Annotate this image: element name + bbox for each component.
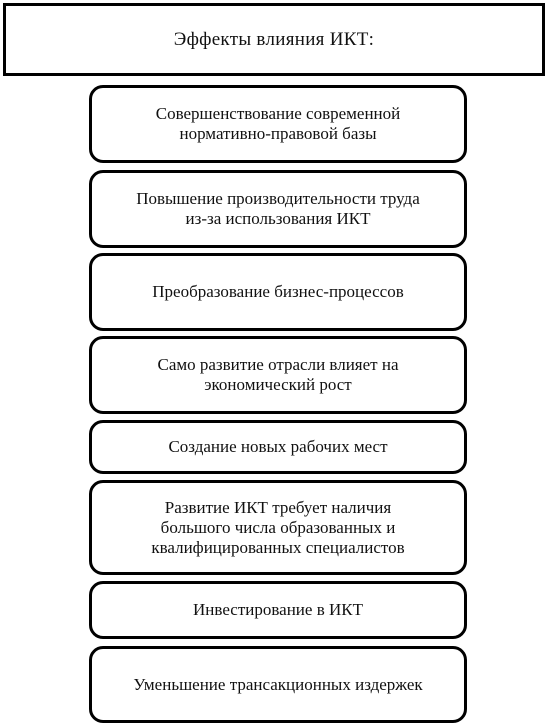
effect-label: Создание новых рабочих мест	[168, 437, 388, 456]
effect-label: Повышение производительности труда из-за использования ИКТ	[136, 189, 420, 228]
effect-box-labor-productivity	[89, 170, 467, 248]
effect-label: Преобразование бизнес-процессов	[152, 282, 404, 301]
effect-box-qualified-specialists	[89, 480, 467, 575]
effect-box-transaction-costs	[89, 646, 467, 723]
effect-label: Инвестирование в ИКТ	[193, 600, 363, 619]
effect-box-legal-framework	[89, 85, 467, 163]
effect-box-new-jobs	[89, 420, 467, 474]
effect-box-business-processes	[89, 253, 467, 331]
effect-box-economic-growth	[89, 336, 467, 414]
effect-box-ict-investment	[89, 581, 467, 639]
effect-label: Совершенствование современной нормативно-правовой базы	[155, 104, 401, 143]
effect-label: Само развитие отрасли влияет на экономический рост	[157, 355, 399, 394]
diagram-title: Эффекты влияния ИКТ:	[173, 28, 375, 50]
effect-label: Уменьшение трансакционных издержек	[133, 674, 423, 694]
diagram-title-box	[3, 3, 545, 76]
effect-label: Развитие ИКТ требует наличия большого числа образованных и квалифицированных специалистов	[151, 497, 405, 557]
